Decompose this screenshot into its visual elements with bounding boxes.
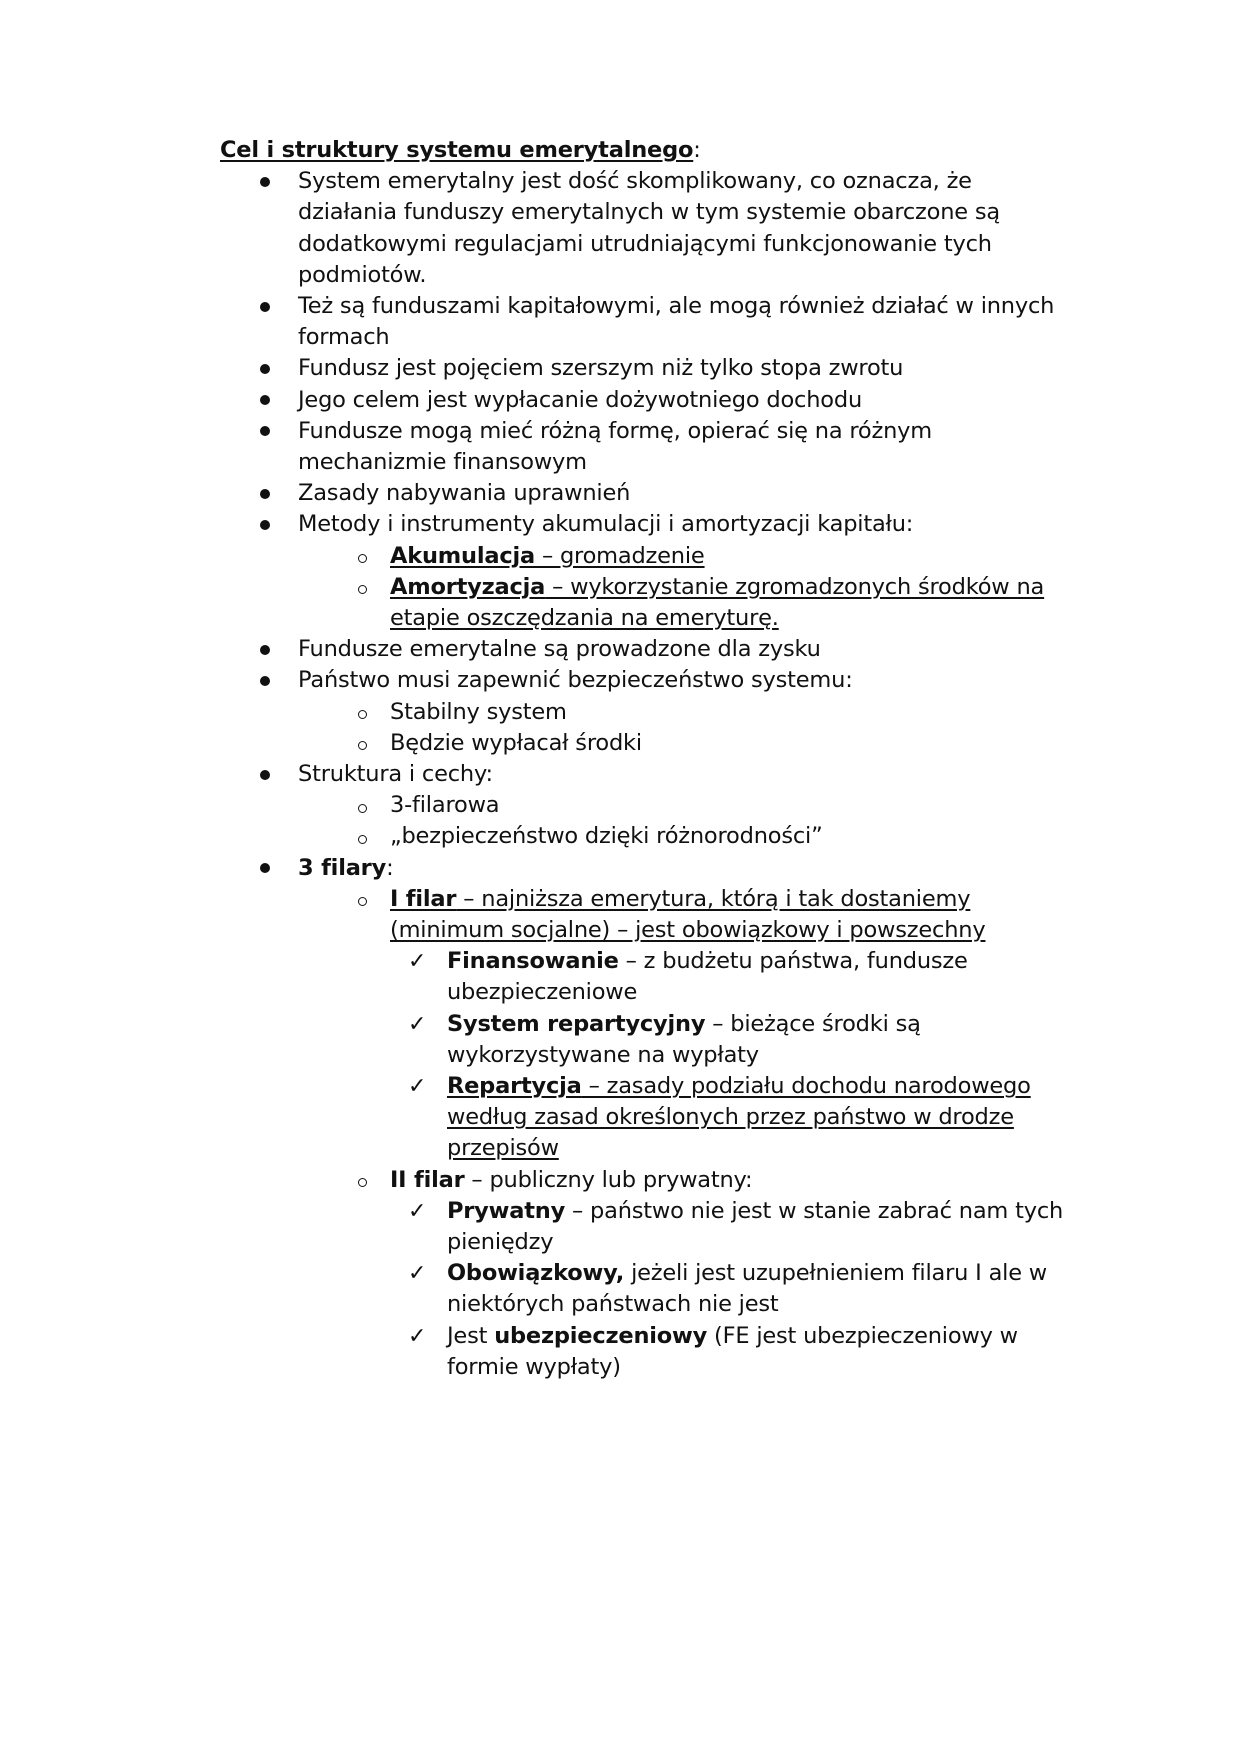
- list-item: [447, 1258, 1047, 1289]
- item-text: Struktura i cechy:: [298, 761, 493, 787]
- checkmark-icon: ✓: [408, 1074, 427, 1099]
- list-item: [447, 1009, 921, 1040]
- item-text: niektórych państwach nie jest: [447, 1291, 779, 1318]
- bullet-icon: [258, 509, 272, 540]
- list-item: [447, 946, 968, 977]
- term-text: Amortyzacja: [390, 573, 546, 600]
- item-text: jeżeli jest uzupełnieniem filaru I ale w: [624, 1260, 1048, 1287]
- list-item-continuation: [298, 260, 426, 291]
- term-text: Akumulacja: [390, 542, 535, 569]
- title-colon: :: [693, 137, 701, 163]
- item-text: Będzie wypłacał środki: [390, 729, 642, 756]
- term-text: Finansowanie: [447, 948, 619, 975]
- item-text: Też są funduszami kapitałowymi, ale mogą również działać w innych: [298, 293, 1055, 319]
- item-text: przepisów: [447, 1135, 559, 1162]
- list-item: [298, 634, 821, 665]
- item-text: według zasad określonych przez państwo w drodze: [447, 1104, 1014, 1131]
- term-text: Repartycja: [447, 1073, 582, 1099]
- bullet-icon: [258, 353, 272, 384]
- checkmark-icon: ✓: [408, 1011, 427, 1037]
- item-text: Zasady nabywania uprawnień: [298, 480, 631, 507]
- list-item-continuation: [298, 447, 587, 478]
- item-text: pieniędzy: [447, 1229, 554, 1255]
- term-text: 3 filary: [298, 854, 387, 881]
- list-item-continuation: [298, 229, 992, 260]
- bullet-icon: [258, 634, 272, 665]
- list-item: [390, 728, 642, 759]
- item-text: – gromadzenie: [535, 542, 705, 569]
- bullet-icon: [258, 478, 272, 509]
- bullet-icon: [258, 853, 272, 884]
- bullet-icon: [258, 166, 272, 197]
- list-item: [447, 1071, 1031, 1102]
- circle-bullet-icon: [355, 1165, 369, 1196]
- list-item: [298, 759, 493, 790]
- list-item-continuation: [390, 915, 985, 946]
- list-item: [298, 353, 903, 384]
- circle-bullet-icon: [355, 572, 369, 603]
- item-text: Państwo musi zapewnić bezpieczeństwo systemu:: [298, 667, 853, 694]
- checkmark-icon: ✓: [408, 949, 427, 975]
- item-text: – z budżetu państwa, fundusze: [618, 948, 968, 975]
- item-text: mechanizmie finansowym: [298, 449, 587, 475]
- item-text: – państwo nie jest w stanie zabrać nam tych: [565, 1197, 1064, 1224]
- item-text: System emerytalny jest dość skomplikowany, co oznacza, że: [298, 168, 972, 195]
- term-text: I filar: [390, 885, 457, 912]
- item-text: (FE jest ubezpieczeniowy w: [707, 1322, 1018, 1349]
- list-item: [447, 1321, 1018, 1352]
- item-text: Fundusze mogą mieć różną formę, opierać się na różnym: [298, 417, 932, 444]
- bullet-icon: [258, 291, 272, 322]
- list-item-continuation: [447, 977, 637, 1008]
- item-text: 3-filarowa: [390, 792, 500, 819]
- item-text: Jest: [447, 1322, 495, 1349]
- checkmark-icon: ✓: [408, 1198, 427, 1224]
- term-text: Obowiązkowy,: [447, 1260, 625, 1287]
- circle-bullet-icon: [355, 728, 369, 759]
- bullet-icon: [258, 759, 272, 790]
- item-text: Jego celem jest wypłacanie dożywotniego dochodu: [298, 386, 862, 413]
- bullet-icon: [258, 385, 272, 416]
- item-text: podmiotów.: [298, 261, 427, 288]
- list-item: [298, 478, 630, 509]
- item-text: Fundusze emerytalne są prowadzone dla zysku: [298, 636, 821, 663]
- title-text: Cel i struktury systemu emerytalnego: [220, 137, 694, 163]
- list-item-continuation: [447, 1289, 779, 1320]
- list-item-continuation: [447, 1227, 553, 1258]
- list-item-continuation: [298, 322, 389, 353]
- circle-bullet-icon: [355, 541, 369, 572]
- item-text: etapie oszczędzania na emeryturę.: [390, 605, 779, 631]
- item-text: Stabilny system: [390, 698, 567, 725]
- list-item: [298, 166, 972, 197]
- list-item-continuation: [447, 1040, 759, 1071]
- list-item-continuation: [447, 1102, 1014, 1133]
- list-item: [390, 1165, 752, 1196]
- list-item: [298, 853, 393, 884]
- document-title: [220, 135, 701, 166]
- list-item: [298, 291, 1054, 322]
- item-text: formach: [298, 324, 390, 351]
- item-text: dodatkowymi regulacjami utrudniającymi funkcjonowanie tych: [298, 230, 992, 257]
- item-text: „bezpieczeństwo dzięki różnorodności”: [390, 823, 823, 850]
- item-text: :: [386, 854, 394, 881]
- list-item: [298, 665, 853, 696]
- term-text: II filar: [390, 1166, 465, 1193]
- bullet-icon: [258, 665, 272, 696]
- item-text: – zasady podziału dochodu narodowego: [581, 1073, 1031, 1099]
- list-item: [447, 1196, 1063, 1227]
- circle-bullet-icon: [355, 790, 369, 821]
- term-text: System repartycyjny: [447, 1010, 706, 1037]
- list-item: [298, 416, 932, 447]
- term-text: ubezpieczeniowy: [494, 1322, 708, 1349]
- checkmark-icon: ✓: [408, 1261, 427, 1287]
- bullet-icon: [258, 416, 272, 447]
- item-text: – wykorzystanie zgromadzonych środków na: [545, 573, 1045, 600]
- list-item: [390, 790, 499, 821]
- list-item: [298, 509, 913, 540]
- list-item: [390, 821, 823, 852]
- list-item-continuation: [447, 1133, 559, 1164]
- list-item: [298, 385, 862, 416]
- item-text: (minimum socjalne) – jest obowiązkowy i powszechny: [390, 917, 986, 943]
- item-text: – bieżące środki są: [705, 1010, 921, 1037]
- item-text: – publiczny lub prywatny:: [464, 1166, 753, 1193]
- item-text: formie wypłaty): [447, 1353, 621, 1380]
- list-item: [390, 541, 705, 572]
- list-item: [390, 572, 1044, 603]
- item-text: ubezpieczeniowe: [447, 979, 638, 1006]
- list-item-continuation: [298, 197, 1000, 228]
- item-text: Fundusz jest pojęciem szerszym niż tylko stopa zwrotu: [298, 355, 904, 382]
- list-item-continuation: [390, 603, 779, 634]
- term-text: Prywatny: [447, 1197, 566, 1224]
- list-item: [390, 884, 970, 915]
- list-item: [390, 697, 567, 728]
- list-item-continuation: [447, 1352, 621, 1383]
- checkmark-icon: ✓: [408, 1323, 427, 1349]
- circle-bullet-icon: [355, 697, 369, 728]
- item-text: działania funduszy emerytalnych w tym systemie obarczone są: [298, 199, 1000, 226]
- item-text: Metody i instrumenty akumulacji i amortyzacji kapitału:: [298, 511, 914, 538]
- circle-bullet-icon: [355, 884, 369, 915]
- item-text: – najniższa emerytura, którą i tak dostaniemy: [456, 885, 971, 912]
- item-text: wykorzystywane na wypłaty: [447, 1041, 759, 1068]
- circle-bullet-icon: [355, 821, 369, 852]
